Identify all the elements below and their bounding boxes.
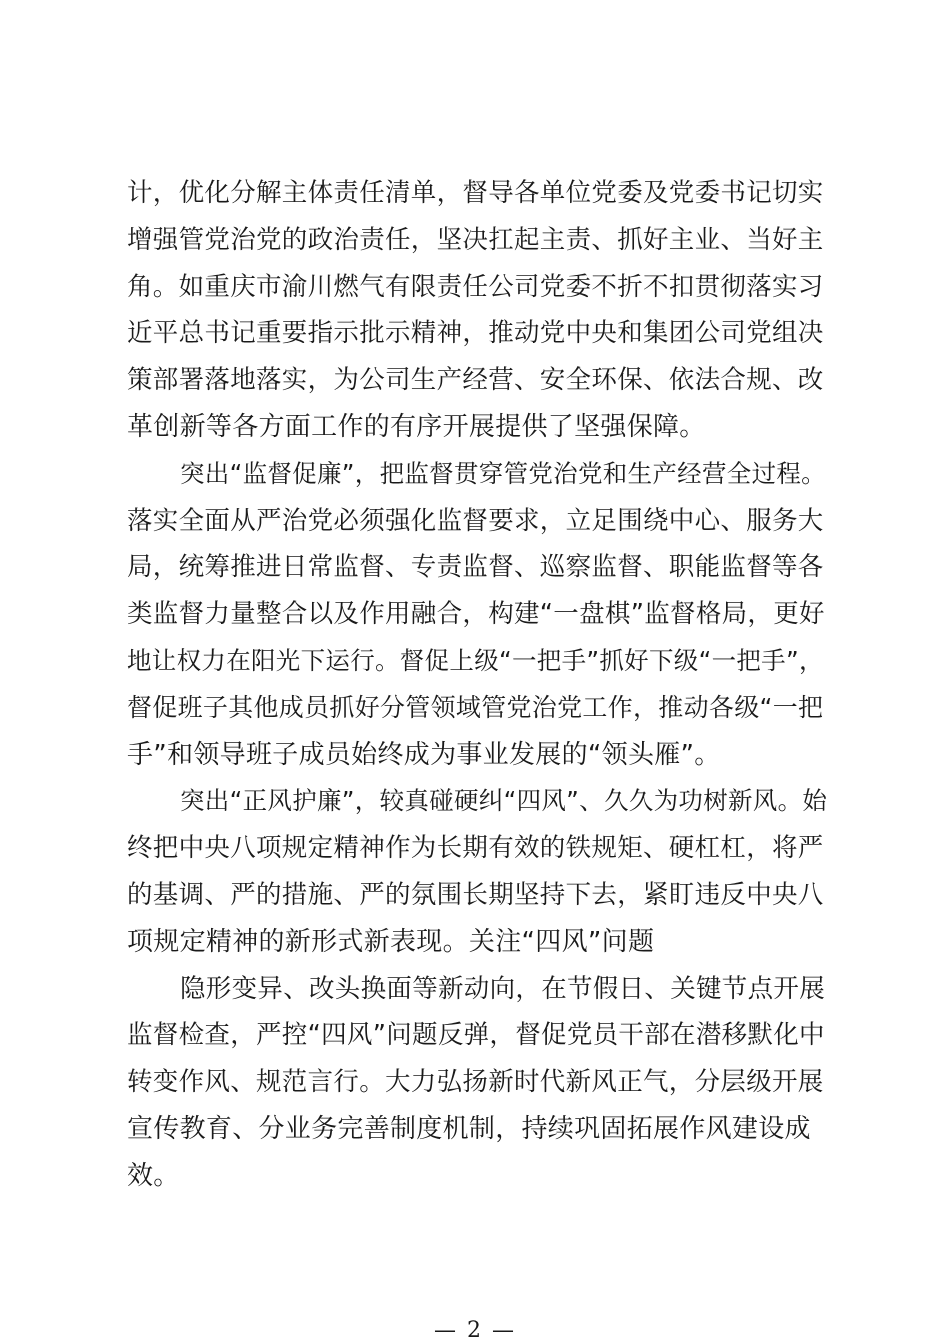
paragraph-3 [127,778,832,965]
text-line: 地让权力在阳光下运行。督促上级“一把手”抓好下级“一把手”， [127,645,824,675]
text-line: 监督检查，严控“四风”问题反弹，督促党员干部在潜移默化中 [127,1020,825,1051]
text-line: 策部署落地落实，为公司生产经营、安全环保、依法合规、改 [127,365,824,396]
text-line: 效。 [127,1160,180,1191]
text-line: 计，优化分解主体责任清单，督导各单位党委及党委书记切实 [127,178,824,208]
text-line: 类监督力量整合以及作用融合，构建“一盘棋”监督格局，更好 [127,599,825,630]
text-line: 转变作风、规范言行。大力弘扬新时代新风正气，分层级开展 [127,1067,824,1098]
text-line: 近平总书记重要指示批示精神，推动党中央和集团公司党组决 [127,318,824,349]
text-line: 的基调、严的措施、严的氛围长期坚持下去，紧盯违反中央八 [127,879,824,910]
text-line: 督促班子其他成员抓好分管领域管党治党工作，推动各级“一把 [127,692,824,722]
text-line: 项规定精神的新形式新表现。关注“四风”问题 [127,926,655,957]
body-text [127,170,832,1200]
paragraph-4 [127,966,832,1200]
text-line: 手”和领导班子成员始终成为事业发展的“领头雁”。 [127,739,721,770]
text-line: 突出“正风护廉”，较真碰硬纠“四风”、久久为功树新风。始 [180,786,828,816]
text-line: 增强管党治党的政治责任，坚决扛起主责、抓好主业、当好主 [127,224,824,255]
text-line: 局，统筹推进日常监督、专责监督、巡察监督、职能监督等各 [127,552,824,583]
paragraph-2 [127,451,832,779]
text-line: 突出“监督促廉”，把监督贯穿管党治党和生产经营全过程。 [180,458,826,488]
text-line: 终把中央八项规定精神作为长期有效的铁规矩、硬杠杠，将严 [127,833,824,864]
text-line: 落实全面从严治党必须强化监督要求，立足围绕中心、服务大 [127,505,824,536]
text-line: 隐形变异、改头换面等新动向，在节假日、关键节点开展 [180,973,826,1004]
text-line: 宣传教育、分业务完善制度机制，持续巩固拓展作风建设成 [127,1113,811,1144]
paragraph-1 [127,170,832,451]
page-number: — 2 — [434,1318,516,1343]
text-line: 革创新等各方面工作的有序开展提供了坚强保障。 [127,411,706,442]
text-line: 角。如重庆市渝川燃气有限责任公司党委不折不扣贯彻落实习 [127,271,824,302]
